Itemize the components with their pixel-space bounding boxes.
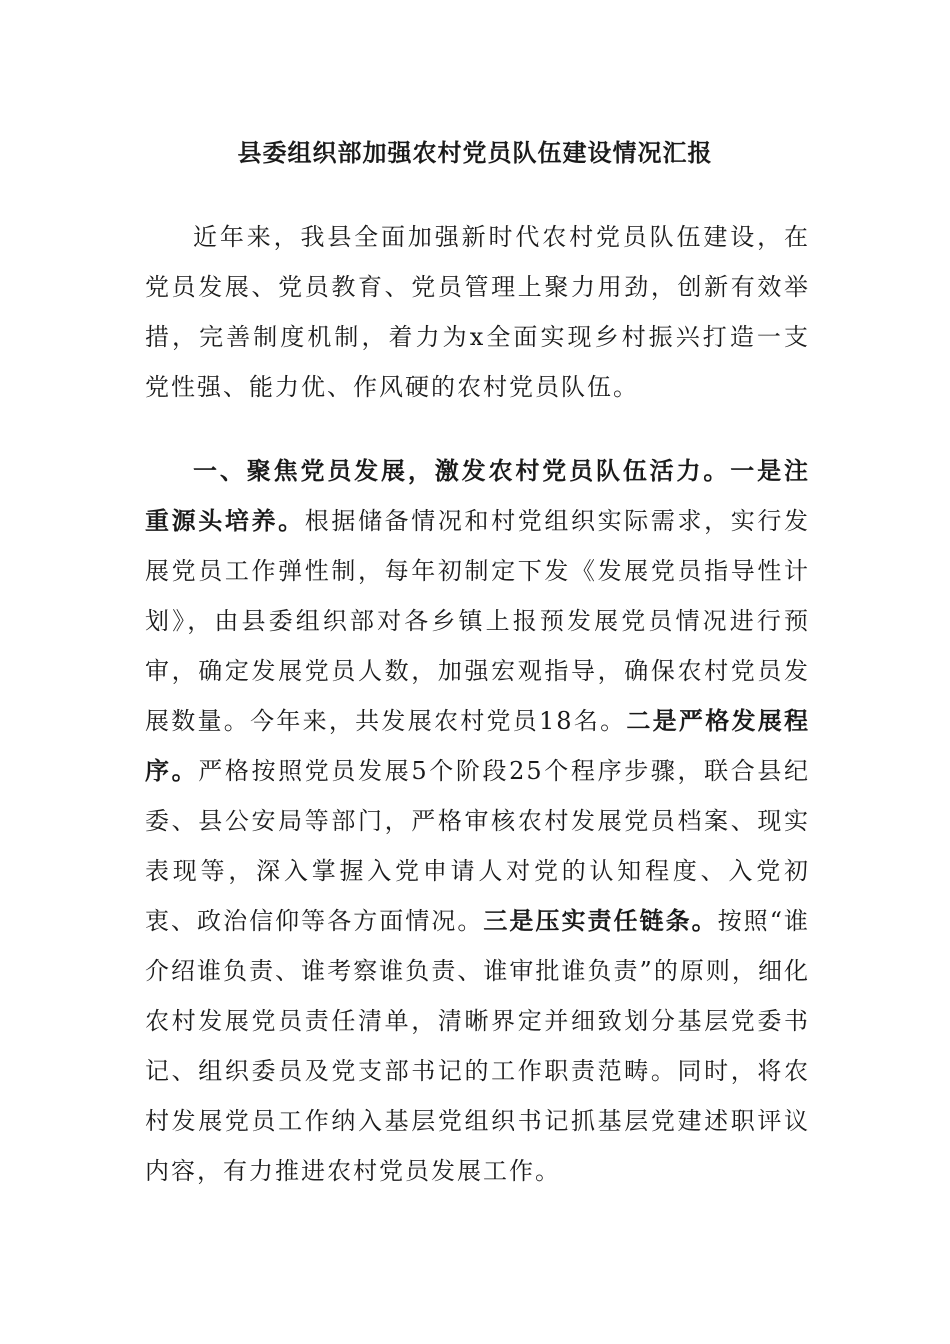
section-1-paragraph xyxy=(145,446,810,1196)
point-3-body: 按照“谁介绍谁负责、谁考察谁负责、谁审批谁负责”的原则，细化农村发展党员责任清单，清晰界定并细致划分基层党委书记、组织委员及党支部书记的工作职责范畴。同时，将农村发展党员工作纳入基层党组织书记抓基层党建述职评议内容，有力推进农村党员发展工作。 xyxy=(145,907,810,1185)
point-1-title: 一是注重源头培养。 xyxy=(145,456,811,535)
point-2-title: 二是严格发展程序。 xyxy=(145,706,811,785)
point-2-body: 严格按照党员发展5个阶段25个程序步骤，联合县纪委、县公安局等部门，严格审核农村发展党员档案、现实表现等，深入掌握入党申请人对党的认知程度、入党初衷、政治信仰等各方面情况。 xyxy=(145,757,810,935)
point-1-body: 根据储备情况和村党组织实际需求，实行发展党员工作弹性制，每年初制定下发《发展党员指导性计划》，由县委组织部对各乡镇上报预发展党员情况进行预审，确定发展党员人数，加强宏观指导，确保农村党员发展数量。今年来，共发展农村党员18名。 xyxy=(145,507,810,735)
point-3-title: 三是压实责任链条。 xyxy=(483,906,718,935)
intro-paragraph: 近年来，我县全面加强新时代农村党员队伍建设，在党员发展、党员教育、党员管理上聚力用劲，创新有效举措，完善制度机制，着力为x全面实现乡村振兴打造一支党性强、能力优、作风硬的农村党员队伍。 xyxy=(145,223,810,401)
section-1-heading: 一、聚焦党员发展，激发农村党员队伍活力。 xyxy=(193,456,731,485)
document-title: 县委组织部加强农村党员队伍建设情况汇报 xyxy=(237,138,713,167)
